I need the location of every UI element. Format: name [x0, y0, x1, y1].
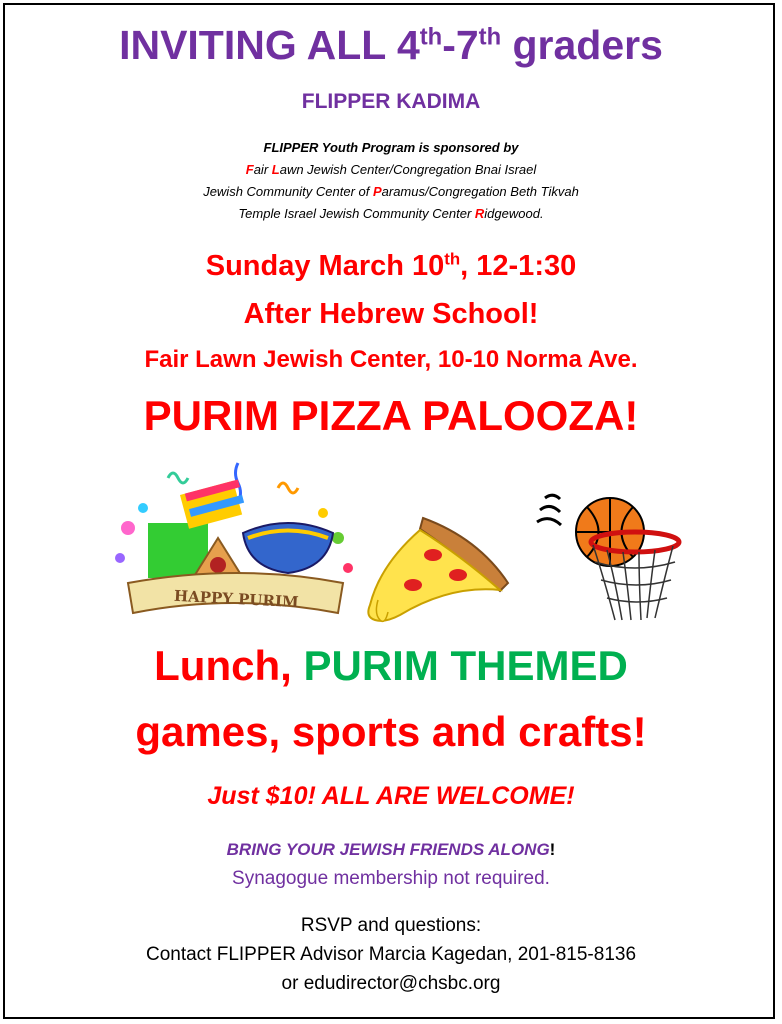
- friends-mark: !: [549, 840, 556, 859]
- headline-superscript: th: [419, 23, 443, 51]
- event-note: After Hebrew School!: [243, 298, 539, 330]
- pizza-slice-illustration: [358, 510, 518, 630]
- contact-email: or edudirector@chsbc.org: [281, 973, 501, 994]
- sponsor-text: air: [253, 162, 272, 177]
- activities-text: Lunch,: [154, 642, 304, 689]
- headline-text: INVITING ALL 4: [119, 22, 420, 68]
- pepperoni: [449, 569, 467, 581]
- event-title: PURIM PIZZA PALOOZA!: [143, 392, 639, 439]
- sponsor-text: Jewish Community Center of: [203, 184, 373, 199]
- happy-purim-illustration: [108, 458, 358, 628]
- sponsor-text: idgewood.: [484, 206, 544, 221]
- contact-advisor: Contact FLIPPER Advisor Marcia Kagedan, 201-815-8136: [145, 944, 637, 965]
- program-name: FLIPPER KADIMA: [301, 90, 481, 113]
- event-date-superscript: th: [444, 249, 461, 269]
- basketball-hoop-illustration: [535, 490, 685, 630]
- sponsor-initial: R: [474, 206, 485, 221]
- membership-note: Synagogue membership not required.: [232, 868, 550, 889]
- headline: [0, 22, 782, 69]
- pizza-cheese: [368, 530, 500, 621]
- sponsor-initial: P: [372, 184, 382, 199]
- banner-text: HAPPY PURIM: [173, 586, 300, 612]
- friends-callout: [0, 840, 782, 860]
- motion-lines: [537, 495, 561, 525]
- event-date-text: Sunday March 10: [205, 250, 445, 282]
- activities-highlight: PURIM THEMED: [303, 642, 628, 689]
- event-date: [0, 250, 782, 283]
- sponsor-line-3: [0, 206, 782, 221]
- sponsor-text: aramus/Congregation Beth Tikvah: [381, 184, 579, 199]
- activities-line-2: games, sports and crafts!: [135, 708, 647, 755]
- headline-text: -7: [442, 22, 479, 68]
- sponsor-line-1: [0, 162, 782, 177]
- contact-heading: RSVP and questions:: [300, 915, 482, 936]
- sponsor-line-2: [0, 184, 782, 199]
- sponsor-text: Temple Israel Jewish Community Center: [238, 206, 475, 221]
- sponsors-intro: FLIPPER Youth Program is sponsored by: [263, 140, 519, 155]
- pepperoni: [404, 579, 422, 591]
- activities-line-1: [0, 642, 782, 690]
- event-date-text: , 12-1:30: [460, 250, 577, 282]
- headline-text: graders: [501, 22, 663, 68]
- headline-superscript: th: [478, 23, 502, 51]
- friends-text: BRING YOUR JEWISH FRIENDS ALONG: [226, 840, 550, 859]
- sponsor-initial: L: [271, 162, 280, 177]
- event-location: Fair Lawn Jewish Center, 10-10 Norma Ave.: [144, 346, 638, 373]
- price: Just $10! ALL ARE WELCOME!: [207, 782, 575, 810]
- sponsor-initial: F: [245, 162, 254, 177]
- pepperoni: [424, 549, 442, 561]
- sponsor-text: awn Jewish Center/Congregation Bnai Israel: [279, 162, 537, 177]
